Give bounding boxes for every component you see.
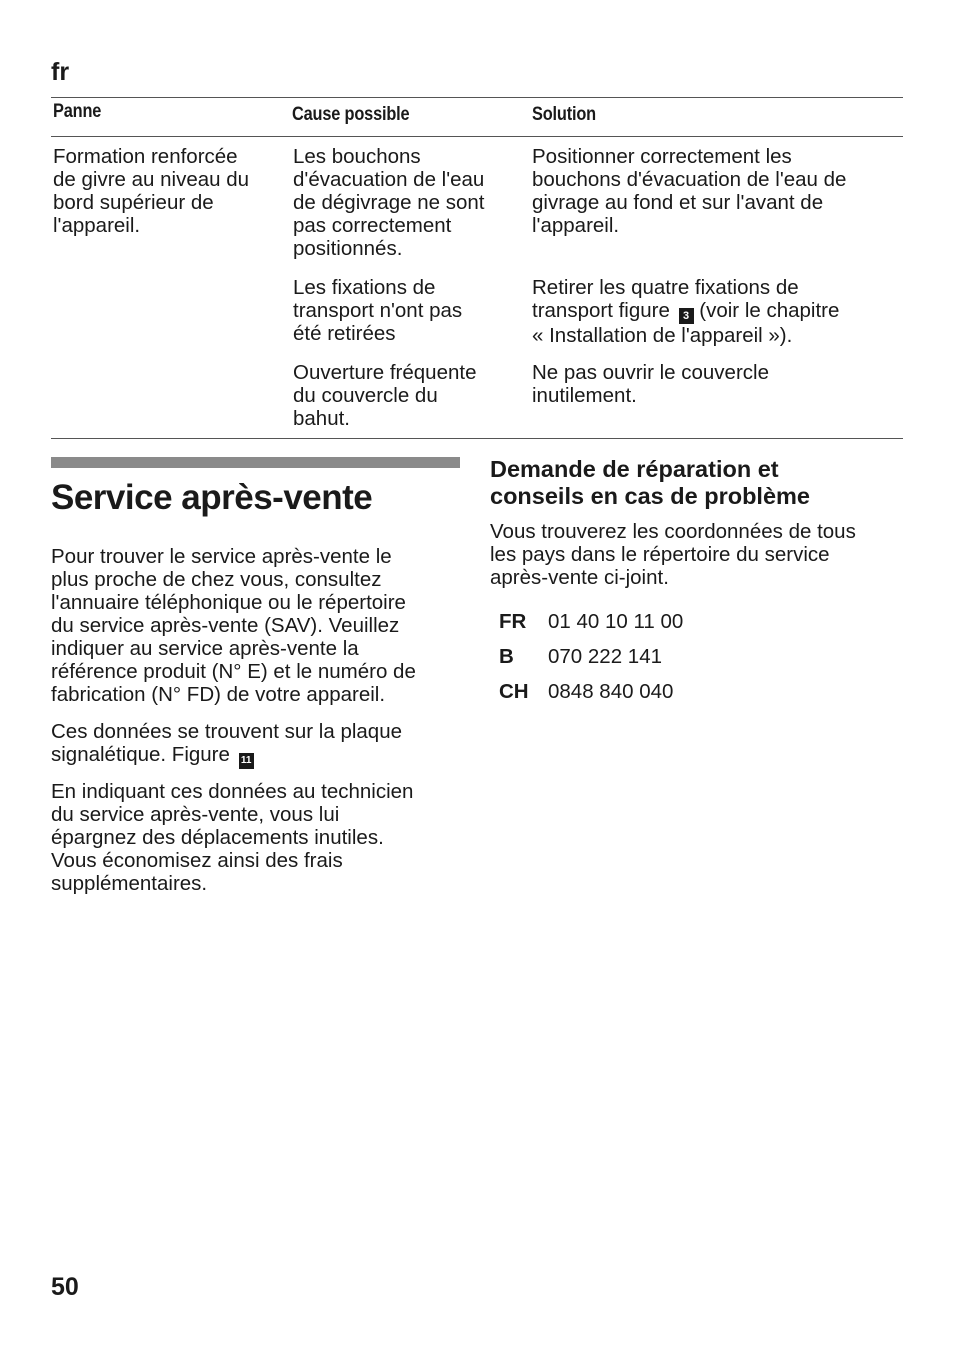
solution-2 [532,276,892,347]
table-header-rule [51,136,903,137]
table-bottom-rule [51,438,903,439]
phone-country-code: FR [499,610,527,633]
solution-2-text-a: Retirer les quatre fixations de transport figure [532,276,799,322]
cause-3: Ouverture fréquente du couvercle du bahut. [293,361,477,430]
language-tag: fr [51,58,70,86]
phone-row-fr [499,610,683,634]
phone-country-code: B [499,645,514,668]
service-paragraph-1: Pour trouver le service après-vente le plus proche de chez vous, consultez l'annuaire téléphonique ou le répertoire du service après-vente (SAV). Veuillez indiquer au service après-vente la référence produit (N° E) et le numéro de fabrication (N° FD) de votre appareil. [51,545,416,706]
service-paragraph-2 [51,720,471,769]
phone-row-ch [499,680,673,704]
table-header-panne: Panne [53,101,102,122]
service-title: Service après-vente [51,478,373,517]
solution-1: Positionner correctement les bouchons d'évacuation de l'eau de givrage au fond et sur l'avant de l'appareil. [532,145,847,237]
cause-1: Les bouchons d'évacuation de l'eau de dégivrage ne sont pas correctement positionnés. [293,145,485,260]
repair-paragraph: Vous trouverez les coordonnées de tous les pays dans le répertoire du service après-vente ci-joint. [490,520,856,589]
phone-row-b [499,645,662,669]
cause-2: Les fixations de transport n'ont pas été retirées [293,276,463,345]
solution-2-text-b: (voir le chapitre « Installation de l'appareil »). [532,299,840,347]
service-paragraph-3: En indiquant ces données au technicien du service après-vente, vous lui épargnez des déplacements inutiles. Vous économisez ainsi des frais supplémentaires. [51,780,414,895]
page-number: 50 [51,1273,79,1301]
figure-badge: 3 [679,308,694,324]
service-paragraph-2-text: Ces données se trouvent sur la plaque signalétique. Figure [51,720,403,766]
table-header-solution: Solution [532,104,596,125]
solution-3: Ne pas ouvrir le couvercle inutilement. [532,361,769,407]
phone-number: 01 40 10 11 00 [548,610,684,633]
panne-text: Formation renforcée de givre au niveau du bord supérieur de l'appareil. [53,145,250,237]
table-top-rule [51,97,903,98]
phone-country-code: CH [499,680,529,703]
repair-title: Demande de réparation et conseils en cas de problème [490,456,810,509]
phone-number: 070 222 141 [548,645,663,668]
phone-number: 0848 840 040 [548,680,674,703]
figure-badge: 11 [239,753,254,769]
section-bar [51,457,460,468]
table-header-cause: Cause possible [292,104,410,125]
